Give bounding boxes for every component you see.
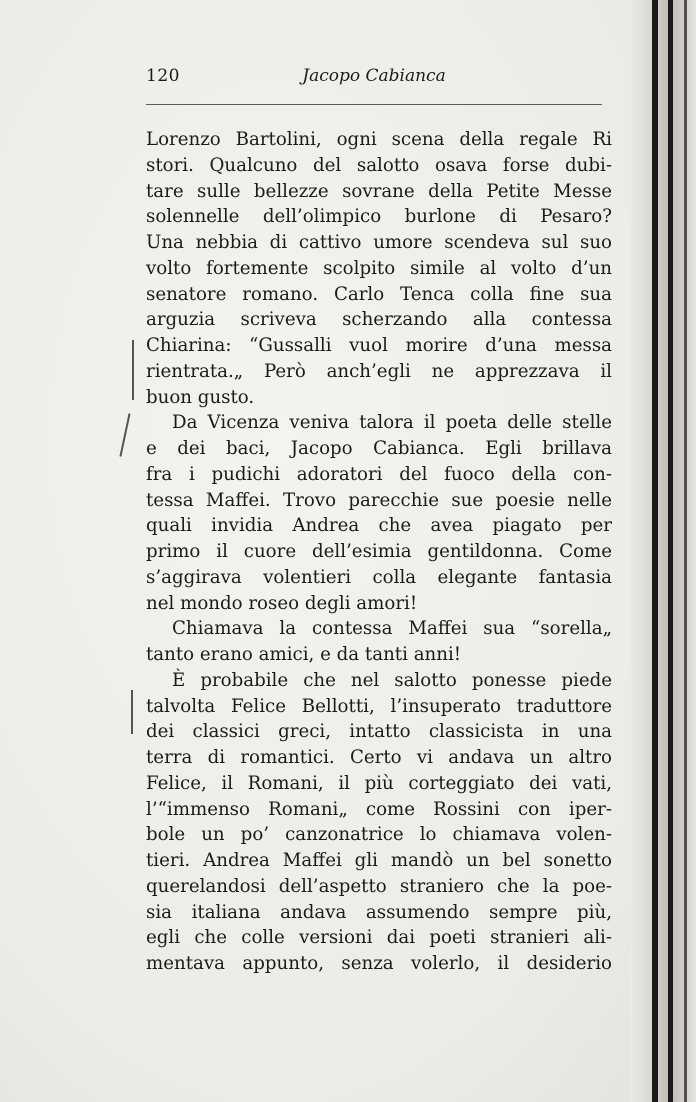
margin-pencil-mark (131, 690, 133, 734)
page-header (146, 66, 602, 92)
gutter-shadow-line (684, 0, 687, 1102)
text-line: s’aggirava volentieri colla elegante fantasia (146, 566, 612, 588)
text-line: dei classici greci, intatto classicista in una (146, 721, 612, 743)
text-line: mentava appunto, senza volerlo, il desiderio (146, 953, 612, 974)
text-line: buon gusto. (146, 386, 255, 408)
text-line: terra di romantici. Certo vi andava un altro (146, 747, 612, 768)
text-line: bole un po’ canzonatrice lo chiamava volen- (146, 824, 612, 846)
margin-pencil-mark (119, 413, 130, 456)
text-line: quali invidia Andrea che avea piagato per (146, 515, 612, 537)
text-line: egli che colle versioni dai poeti stranieri ali- (146, 927, 612, 949)
text-line: volto fortemente scolpito simile al volto d’un (146, 257, 612, 279)
text-line: È probabile che nel salotto ponesse piede (172, 669, 612, 691)
text-line: Una nebbia di cattivo umore scendeva sul suo (146, 232, 612, 253)
margin-pencil-mark (132, 340, 134, 400)
text-line: senatore romano. Carlo Tenca colla fine sua (146, 283, 612, 305)
text-line: solennelle dell’olimpico burlone di Pesaro? (146, 206, 612, 228)
text-line: Felice, il Romani, il più corteggiato dei vati, (146, 772, 612, 794)
text-line: primo il cuore dell’esimia gentildonna. Come (146, 541, 612, 562)
text-line: l’“immenso Romani„ come Rossini con iper- (146, 798, 612, 820)
text-line: querelandosi dell’aspetto straniero che la poe- (146, 875, 612, 897)
body-text (146, 127, 612, 977)
text-line: Chiarina: “Gussalli vuol morire d’una messa (146, 335, 612, 356)
gutter-shadow-line (668, 0, 673, 1102)
text-line: tanto erano amici, e da tanti anni! (146, 644, 462, 665)
text-line: e dei baci, Jacopo Cabianca. Egli brillava (146, 438, 612, 459)
text-line: rientrata.„ Però anch’egli ne apprezzava il (146, 360, 612, 382)
text-line: sia italiana andava assumendo sempre più, (146, 901, 612, 923)
text-line: nel mondo roseo degli amori! (146, 592, 418, 614)
running-title: Jacopo Cabianca (302, 66, 446, 86)
text-line: arguzia scriveva scherzando alla contessa (146, 309, 612, 331)
text-line: stori. Qualcuno del salotto osava forse dubi- (146, 154, 612, 176)
gutter-shadow-line (652, 0, 658, 1102)
page-number: 120 (146, 66, 180, 86)
text-line: tieri. Andrea Maffei gli mandò un bel sonetto (146, 850, 612, 871)
text-line: talvolta Felice Bellotti, l’insuperato traduttore (146, 695, 612, 717)
header-rule (146, 104, 602, 105)
text-line: fra i pudichi adoratori del fuoco della con- (146, 463, 612, 485)
text-line: Chiamava la contessa Maffei sua “sorella„ (172, 618, 612, 640)
text-line: Lorenzo Bartolini, ogni scena della regale Ri (146, 129, 612, 150)
text-line: tessa Maffei. Trovo parecchie sue poesie nelle (146, 489, 612, 511)
text-line: Da Vicenza veniva talora il poeta delle stelle (172, 412, 612, 434)
text-line: tare sulle bellezze sovrane della Petite Messe (146, 180, 612, 202)
